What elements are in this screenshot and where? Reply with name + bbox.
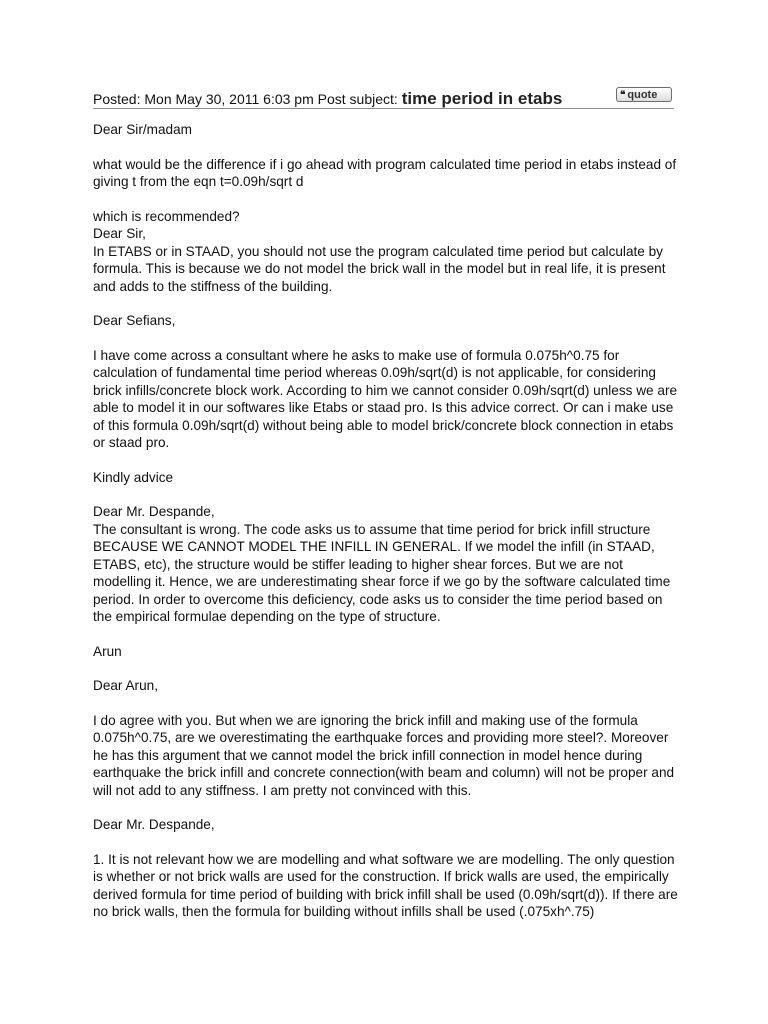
post-meta	[93, 89, 562, 109]
quote-button[interactable]	[616, 87, 672, 102]
post-body	[93, 121, 683, 921]
quote-label: quote	[627, 89, 658, 101]
paragraph: In ETABS or in STAAD, you should not use the program calculated time period but calculate by formula. This is because we do not model the brick wall in the model but in real life, it is present and adds to the stiffness of the building.	[93, 243, 666, 294]
paragraph: I have come across a consultant where he asks to make use of formula 0.075h^0.75 for calculation of fundamental time period whereas 0.09h/sqrt(d) is not applicable, for considering brick infills/concrete block work. According to him we cannot consider 0.09h/sqrt(d) unless we are able to model it in our softwares like Etabs or staad pro. Is this advice correct. Or can i make use of this formula 0.09h/sqrt(d) without being able to model brick/concrete block connection in etabs or staad pro.	[93, 347, 678, 450]
paragraph: what would be the difference if i go ahead with program calculated time period in etabs instead of giving t from the eqn t=0.09h/sqrt d	[93, 156, 677, 189]
post-header	[93, 86, 674, 109]
post-date-prefix: Posted: Mon May 30, 2011 6:03 pm Post subject:	[93, 91, 402, 107]
paragraph: Dear Sir,	[93, 226, 146, 241]
paragraph: Dear Arun,	[93, 678, 158, 693]
paragraph: Dear Mr. Despande,	[93, 817, 215, 832]
paragraph: 1. It is not relevant how we are modelling and what software we are modelling. The only question is whether or not brick walls are used for the construction. If brick walls are used, the empirically derived formula for time period of building with brick infill shall be used (0.09h/sqrt(d)). If there are no brick walls, then the formula for building without infills shall be used (.075xh^.75)	[93, 851, 678, 919]
paragraph: Dear Sefians,	[93, 313, 176, 328]
paragraph: which is recommended?	[93, 208, 240, 224]
paragraph: Dear Mr. Despande,	[93, 504, 215, 519]
paragraph: Arun	[93, 643, 122, 659]
speech-bubble-icon: ❝	[620, 90, 626, 101]
paragraph: I do agree with you. But when we are ignoring the brick infill and making use of the formula 0.075h^0.75, are we overestimating the earthquake forces and providing more steel?. Moreover he has this argument that we cannot model the brick infill connection in model hence during earthquake the brick infill and concrete connection(with beam and column) will not be proper and will not add to any stiffness. I am pretty not convinced with this.	[93, 712, 675, 798]
post-subject: time period in etabs	[401, 89, 563, 108]
paragraph: Dear Sir/madam	[93, 122, 192, 137]
paragraph: The consultant is wrong. The code asks us to assume that time period for brick infill structure BECAUSE WE CANNOT MODEL THE INFILL IN GENERAL. If we model the infill (in STAAD, ETABS, etc), the structure would be stiffer leading to higher shear forces. But we are not modelling it. Hence, we are underestimating shear force if we go by the software calculated time period. In order to overcome this deficiency, code asks us to consider the time period based on the empirical formulae depending on the type of structure.	[93, 521, 671, 624]
paragraph: Kindly advice	[93, 469, 174, 485]
